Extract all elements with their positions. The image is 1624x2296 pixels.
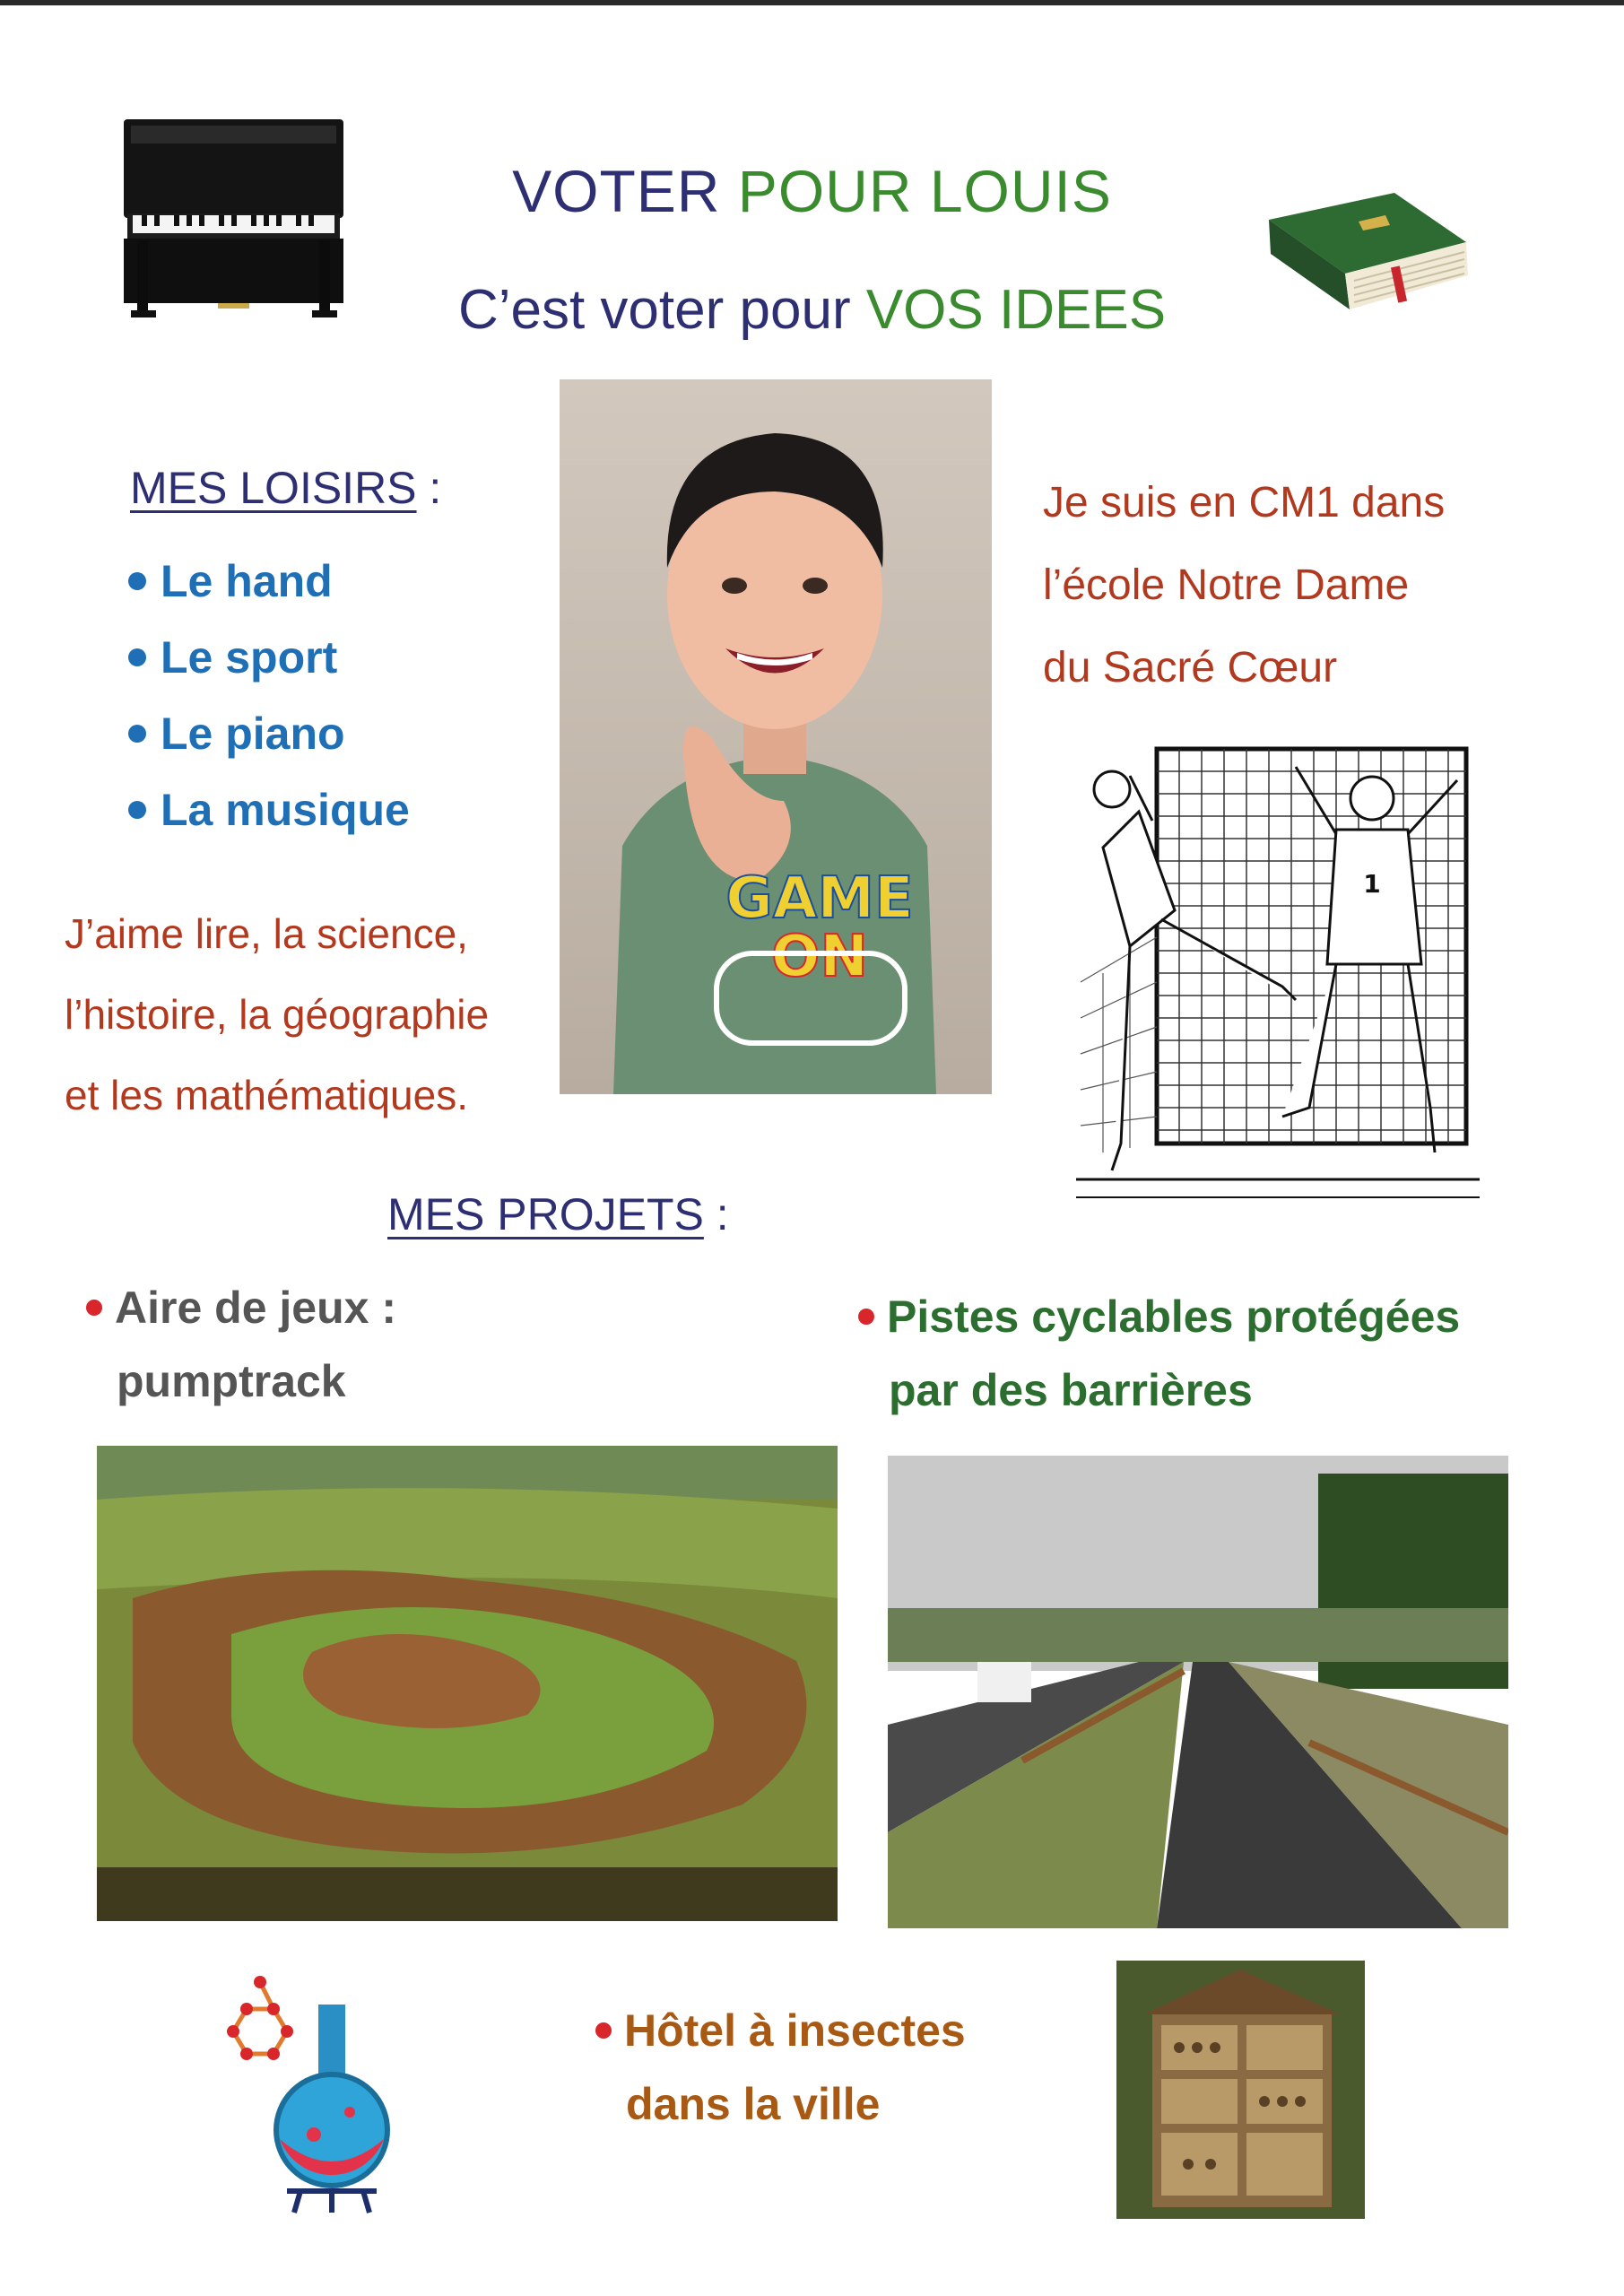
book-icon xyxy=(1260,184,1475,318)
projects-title: MES PROJETS : xyxy=(387,1189,729,1239)
handball-illustration xyxy=(1076,731,1480,1224)
goalkeeper-number: 1 xyxy=(1363,869,1381,899)
flask-icon xyxy=(269,2005,395,2215)
project-insect-hotel-label: Hôtel à insectes dans la ville xyxy=(595,1994,966,2141)
subline-part-2: VOS IDEES xyxy=(865,279,1167,341)
list-item: Le hand xyxy=(128,544,410,620)
piano-icon xyxy=(115,115,352,326)
project-bike-lanes-label: Pistes cyclables protégées par des barrières xyxy=(858,1280,1460,1427)
leisure-title: MES LOISIRS : xyxy=(130,463,442,513)
scan-top-edge xyxy=(0,0,1624,5)
leisure-list xyxy=(128,544,410,848)
subline-part-1: C’est voter pour xyxy=(457,279,851,341)
insect-hotel-photo xyxy=(1116,1961,1365,2219)
headline-part-2: POUR LOUIS xyxy=(737,158,1112,224)
bike-lane-photo xyxy=(888,1456,1508,1928)
school-text: Je suis en CM1 dans l’école Notre Dame du Sacré Cœur xyxy=(1043,479,1446,691)
candidate-photo xyxy=(560,379,992,1094)
list-item: Le piano xyxy=(128,696,410,772)
headline-part-1: VOTER xyxy=(512,158,721,224)
shirt-print-line-1: GAME xyxy=(725,865,914,932)
list-item: Le sport xyxy=(128,620,410,696)
interests-text: J’aime lire, la science, l’histoire, la géographie et les mathématiques. xyxy=(65,910,490,1118)
list-item: La musique xyxy=(128,772,410,848)
pumptrack-photo xyxy=(97,1446,838,1921)
project-pumptrack-label: Aire de jeux : pumptrack xyxy=(86,1271,396,1418)
shirt-print-line-2: ON xyxy=(771,924,868,990)
